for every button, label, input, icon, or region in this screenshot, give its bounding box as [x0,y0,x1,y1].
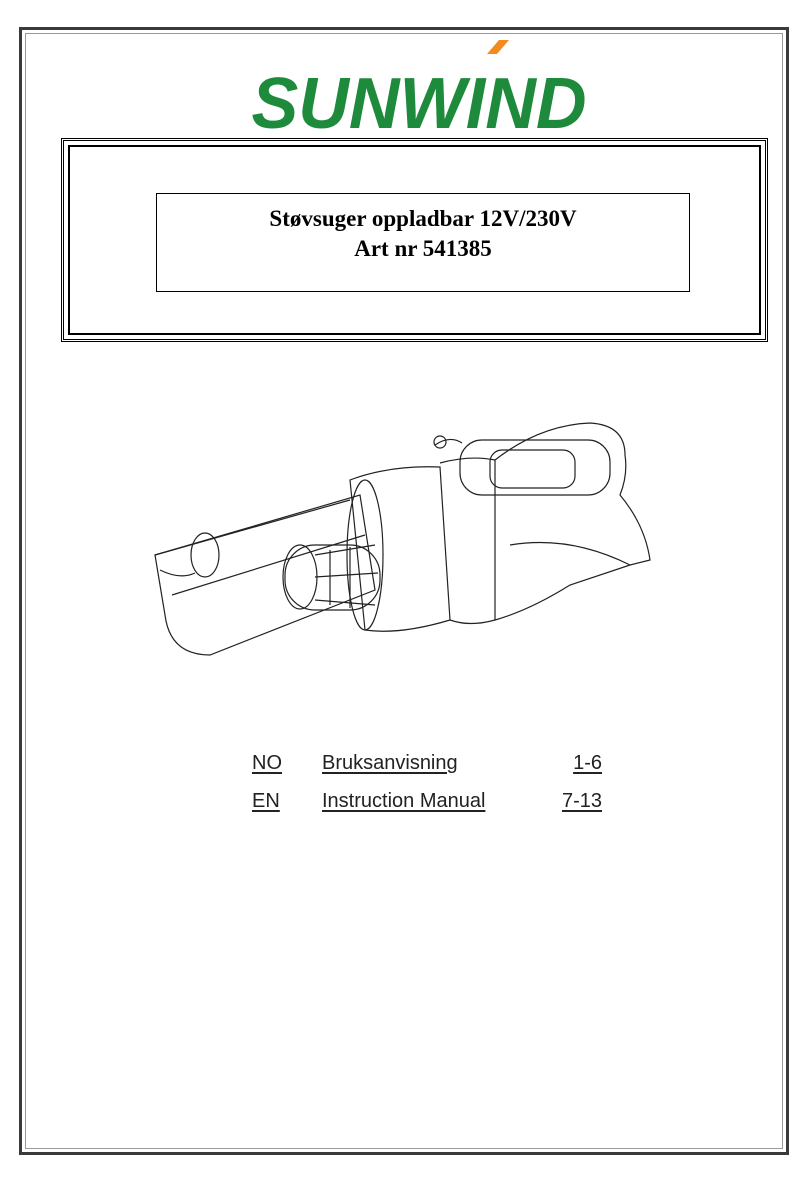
sunwind-logo [247,36,592,136]
toc-row-no[interactable] [252,752,602,790]
toc-title: Instruction Manual [322,790,486,812]
toc-lang: EN [252,790,280,812]
toc-pages: 7-13 [561,790,602,812]
vacuum-illustration [150,405,660,675]
logo-text: SUNWIND [251,64,587,136]
table-of-contents [252,752,602,828]
title-box [156,193,690,292]
toc-pages: 1-6 [573,752,602,774]
product-title: Støvsuger oppladbar 12V/230V [269,206,577,231]
logo-accent-mark [487,40,509,54]
toc-lang: NO [252,752,282,774]
toc-row-en[interactable] [252,790,602,828]
article-number: Art nr 541385 [354,236,492,261]
toc-title: Bruksanvisning [322,752,458,774]
